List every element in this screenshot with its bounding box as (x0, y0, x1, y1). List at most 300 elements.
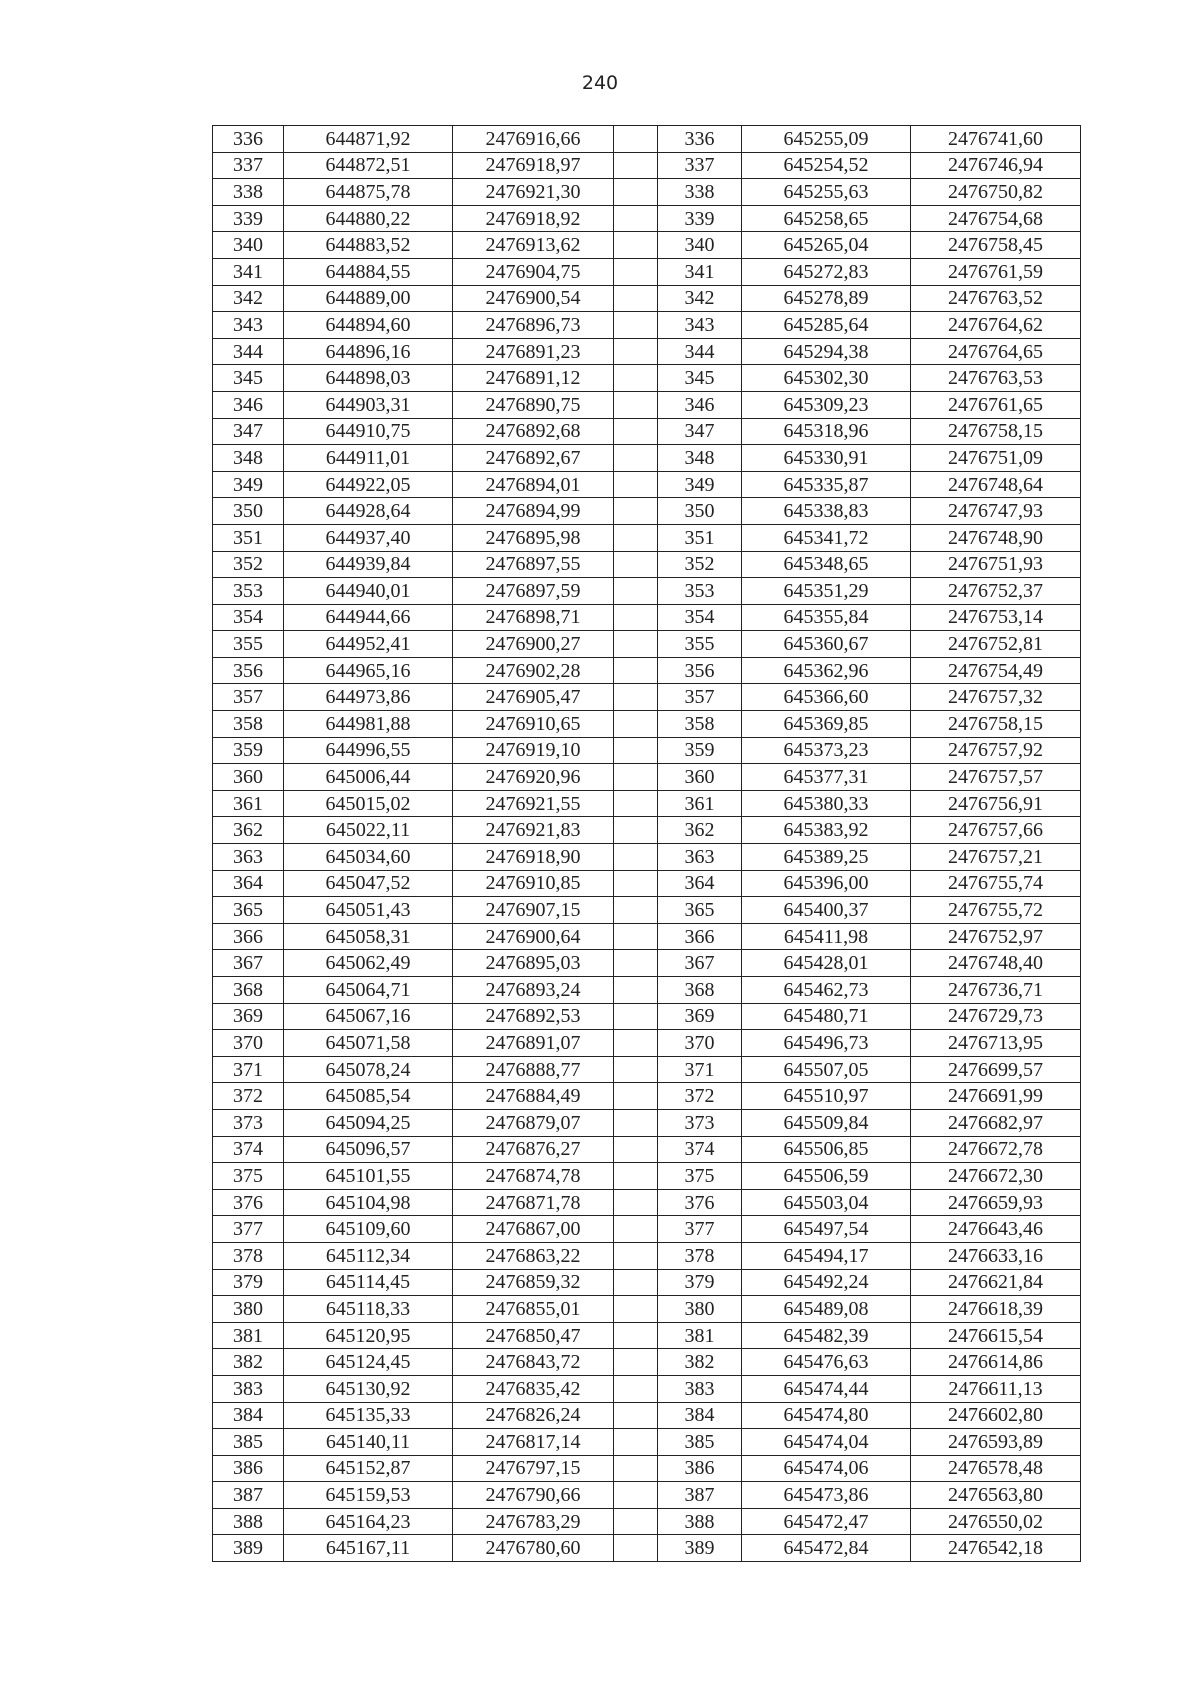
y-coordinate-left: 2476902,28 (453, 657, 614, 684)
y-coordinate-left: 2476918,97 (453, 152, 614, 179)
y-coordinate-left: 2476895,03 (453, 950, 614, 977)
gap-cell (614, 817, 658, 844)
x-coordinate-left: 645062,49 (284, 950, 453, 977)
y-coordinate-left: 2476900,64 (453, 923, 614, 950)
table-row (213, 524, 1081, 551)
point-number-left: 387 (213, 1482, 284, 1509)
x-coordinate-left: 645078,24 (284, 1056, 453, 1083)
x-coordinate-right: 645506,85 (742, 1136, 911, 1163)
x-coordinate-right: 645472,47 (742, 1508, 911, 1535)
gap-cell (614, 764, 658, 791)
y-coordinate-left: 2476921,83 (453, 817, 614, 844)
table-row (213, 1242, 1081, 1269)
gap-cell (614, 870, 658, 897)
point-number-right: 382 (658, 1349, 742, 1376)
y-coordinate-left: 2476913,62 (453, 232, 614, 259)
point-number-left: 371 (213, 1056, 284, 1083)
point-number-right: 352 (658, 551, 742, 578)
point-number-left: 359 (213, 737, 284, 764)
gap-cell (614, 258, 658, 285)
x-coordinate-left: 645159,53 (284, 1482, 453, 1509)
point-number-left: 352 (213, 551, 284, 578)
y-coordinate-left: 2476896,73 (453, 312, 614, 339)
y-coordinate-left: 2476900,27 (453, 631, 614, 658)
x-coordinate-left: 644937,40 (284, 524, 453, 551)
y-coordinate-left: 2476863,22 (453, 1242, 614, 1269)
y-coordinate-left: 2476855,01 (453, 1296, 614, 1323)
x-coordinate-right: 645341,72 (742, 524, 911, 551)
point-number-left: 358 (213, 711, 284, 738)
point-number-right: 356 (658, 657, 742, 684)
gap-cell (614, 737, 658, 764)
point-number-right: 384 (658, 1402, 742, 1429)
x-coordinate-left: 644872,51 (284, 152, 453, 179)
table-row (213, 817, 1081, 844)
x-coordinate-left: 644871,92 (284, 126, 453, 153)
table-row (213, 258, 1081, 285)
x-coordinate-right: 645285,64 (742, 312, 911, 339)
x-coordinate-left: 645094,25 (284, 1109, 453, 1136)
y-coordinate-left: 2476874,78 (453, 1163, 614, 1190)
table-row (213, 285, 1081, 312)
x-coordinate-right: 645389,25 (742, 844, 911, 871)
y-coordinate-left: 2476876,27 (453, 1136, 614, 1163)
y-coordinate-left: 2476892,53 (453, 1003, 614, 1030)
y-coordinate-right: 2476757,92 (911, 737, 1081, 764)
gap-cell (614, 790, 658, 817)
point-number-left: 376 (213, 1189, 284, 1216)
x-coordinate-left: 644898,03 (284, 365, 453, 392)
y-coordinate-right: 2476758,45 (911, 232, 1081, 259)
y-coordinate-right: 2476756,91 (911, 790, 1081, 817)
table-row (213, 1189, 1081, 1216)
point-number-right: 381 (658, 1322, 742, 1349)
point-number-right: 349 (658, 471, 742, 498)
gap-cell (614, 1296, 658, 1323)
x-coordinate-right: 645351,29 (742, 578, 911, 605)
y-coordinate-right: 2476752,37 (911, 578, 1081, 605)
x-coordinate-right: 645330,91 (742, 445, 911, 472)
point-number-right: 361 (658, 790, 742, 817)
point-number-right: 377 (658, 1216, 742, 1243)
x-coordinate-left: 645067,16 (284, 1003, 453, 1030)
y-coordinate-right: 2476672,30 (911, 1163, 1081, 1190)
table-row (213, 631, 1081, 658)
point-number-left: 341 (213, 258, 284, 285)
point-number-left: 377 (213, 1216, 284, 1243)
point-number-right: 365 (658, 897, 742, 924)
x-coordinate-left: 645135,33 (284, 1402, 453, 1429)
x-coordinate-left: 645120,95 (284, 1322, 453, 1349)
y-coordinate-right: 2476672,78 (911, 1136, 1081, 1163)
point-number-right: 380 (658, 1296, 742, 1323)
y-coordinate-right: 2476757,66 (911, 817, 1081, 844)
x-coordinate-right: 645496,73 (742, 1030, 911, 1057)
table-row (213, 551, 1081, 578)
point-number-right: 367 (658, 950, 742, 977)
point-number-left: 367 (213, 950, 284, 977)
x-coordinate-left: 645022,11 (284, 817, 453, 844)
x-coordinate-right: 645373,23 (742, 737, 911, 764)
gap-cell (614, 152, 658, 179)
point-number-left: 375 (213, 1163, 284, 1190)
x-coordinate-right: 645360,67 (742, 631, 911, 658)
point-number-right: 378 (658, 1242, 742, 1269)
point-number-right: 366 (658, 923, 742, 950)
point-number-left: 344 (213, 338, 284, 365)
point-number-right: 385 (658, 1429, 742, 1456)
x-coordinate-left: 644875,78 (284, 179, 453, 206)
gap-cell (614, 1056, 658, 1083)
x-coordinate-right: 645474,06 (742, 1455, 911, 1482)
point-number-left: 338 (213, 179, 284, 206)
y-coordinate-left: 2476780,60 (453, 1535, 614, 1562)
gap-cell (614, 1136, 658, 1163)
table-row (213, 657, 1081, 684)
table-row (213, 1375, 1081, 1402)
point-number-right: 336 (658, 126, 742, 153)
table-row (213, 1083, 1081, 1110)
gap-cell (614, 977, 658, 1004)
gap-cell (614, 844, 658, 871)
x-coordinate-left: 644884,55 (284, 258, 453, 285)
table-row (213, 1030, 1081, 1057)
table-row (213, 1455, 1081, 1482)
point-number-left: 388 (213, 1508, 284, 1535)
gap-cell (614, 657, 658, 684)
x-coordinate-right: 645474,80 (742, 1402, 911, 1429)
table-row (213, 152, 1081, 179)
table-row (213, 1136, 1081, 1163)
y-coordinate-right: 2476618,39 (911, 1296, 1081, 1323)
y-coordinate-right: 2476550,02 (911, 1508, 1081, 1535)
x-coordinate-left: 645167,11 (284, 1535, 453, 1562)
y-coordinate-right: 2476752,81 (911, 631, 1081, 658)
x-coordinate-right: 645254,52 (742, 152, 911, 179)
x-coordinate-left: 645104,98 (284, 1189, 453, 1216)
point-number-right: 338 (658, 179, 742, 206)
y-coordinate-right: 2476764,65 (911, 338, 1081, 365)
x-coordinate-left: 645112,34 (284, 1242, 453, 1269)
x-coordinate-left: 645064,71 (284, 977, 453, 1004)
x-coordinate-left: 645118,33 (284, 1296, 453, 1323)
point-number-right: 354 (658, 604, 742, 631)
x-coordinate-left: 645085,54 (284, 1083, 453, 1110)
point-number-right: 388 (658, 1508, 742, 1535)
point-number-left: 357 (213, 684, 284, 711)
table-row (213, 844, 1081, 871)
y-coordinate-right: 2476752,97 (911, 923, 1081, 950)
y-coordinate-right: 2476758,15 (911, 418, 1081, 445)
x-coordinate-left: 644894,60 (284, 312, 453, 339)
y-coordinate-right: 2476763,53 (911, 365, 1081, 392)
x-coordinate-left: 644965,16 (284, 657, 453, 684)
x-coordinate-left: 644939,84 (284, 551, 453, 578)
point-number-right: 359 (658, 737, 742, 764)
gap-cell (614, 684, 658, 711)
x-coordinate-right: 645473,86 (742, 1482, 911, 1509)
gap-cell (614, 551, 658, 578)
point-number-left: 383 (213, 1375, 284, 1402)
point-number-left: 360 (213, 764, 284, 791)
point-number-left: 381 (213, 1322, 284, 1349)
y-coordinate-left: 2476894,99 (453, 498, 614, 525)
x-coordinate-left: 644940,01 (284, 578, 453, 605)
table-row (213, 471, 1081, 498)
y-coordinate-left: 2476919,10 (453, 737, 614, 764)
point-number-right: 371 (658, 1056, 742, 1083)
y-coordinate-right: 2476643,46 (911, 1216, 1081, 1243)
table-row (213, 977, 1081, 1004)
x-coordinate-left: 645034,60 (284, 844, 453, 871)
y-coordinate-right: 2476754,68 (911, 205, 1081, 232)
point-number-right: 374 (658, 1136, 742, 1163)
x-coordinate-right: 645474,04 (742, 1429, 911, 1456)
y-coordinate-left: 2476859,32 (453, 1269, 614, 1296)
x-coordinate-right: 645474,44 (742, 1375, 911, 1402)
point-number-left: 363 (213, 844, 284, 871)
y-coordinate-left: 2476910,85 (453, 870, 614, 897)
y-coordinate-left: 2476921,55 (453, 790, 614, 817)
table-row (213, 1429, 1081, 1456)
point-number-left: 384 (213, 1402, 284, 1429)
point-number-right: 386 (658, 1455, 742, 1482)
x-coordinate-right: 645258,65 (742, 205, 911, 232)
table-row (213, 1322, 1081, 1349)
x-coordinate-left: 645058,31 (284, 923, 453, 950)
table-row (213, 684, 1081, 711)
point-number-left: 382 (213, 1349, 284, 1376)
y-coordinate-left: 2476907,15 (453, 897, 614, 924)
y-coordinate-right: 2476602,80 (911, 1402, 1081, 1429)
y-coordinate-right: 2476621,84 (911, 1269, 1081, 1296)
y-coordinate-left: 2476867,00 (453, 1216, 614, 1243)
point-number-left: 340 (213, 232, 284, 259)
y-coordinate-right: 2476699,57 (911, 1056, 1081, 1083)
point-number-right: 363 (658, 844, 742, 871)
x-coordinate-left: 644928,64 (284, 498, 453, 525)
x-coordinate-left: 645006,44 (284, 764, 453, 791)
x-coordinate-right: 645400,37 (742, 897, 911, 924)
point-number-left: 380 (213, 1296, 284, 1323)
page-number: 240 (581, 72, 619, 94)
x-coordinate-right: 645255,63 (742, 179, 911, 206)
point-number-right: 360 (658, 764, 742, 791)
x-coordinate-left: 644910,75 (284, 418, 453, 445)
y-coordinate-right: 2476741,60 (911, 126, 1081, 153)
table-row (213, 338, 1081, 365)
x-coordinate-right: 645278,89 (742, 285, 911, 312)
x-coordinate-left: 644883,52 (284, 232, 453, 259)
gap-cell (614, 471, 658, 498)
table-row (213, 445, 1081, 472)
x-coordinate-left: 644944,66 (284, 604, 453, 631)
y-coordinate-right: 2476755,72 (911, 897, 1081, 924)
y-coordinate-left: 2476890,75 (453, 391, 614, 418)
point-number-right: 348 (658, 445, 742, 472)
gap-cell (614, 897, 658, 924)
x-coordinate-left: 644981,88 (284, 711, 453, 738)
x-coordinate-right: 645480,71 (742, 1003, 911, 1030)
table-row (213, 870, 1081, 897)
y-coordinate-left: 2476904,75 (453, 258, 614, 285)
gap-cell (614, 1003, 658, 1030)
x-coordinate-left: 645140,11 (284, 1429, 453, 1456)
point-number-left: 343 (213, 312, 284, 339)
y-coordinate-right: 2476578,48 (911, 1455, 1081, 1482)
y-coordinate-left: 2476835,42 (453, 1375, 614, 1402)
gap-cell (614, 1216, 658, 1243)
y-coordinate-right: 2476633,16 (911, 1242, 1081, 1269)
point-number-left: 365 (213, 897, 284, 924)
y-coordinate-right: 2476757,21 (911, 844, 1081, 871)
point-number-right: 369 (658, 1003, 742, 1030)
gap-cell (614, 338, 658, 365)
y-coordinate-left: 2476891,07 (453, 1030, 614, 1057)
point-number-left: 385 (213, 1429, 284, 1456)
x-coordinate-right: 645476,63 (742, 1349, 911, 1376)
gap-cell (614, 1269, 658, 1296)
y-coordinate-right: 2476761,65 (911, 391, 1081, 418)
gap-cell (614, 578, 658, 605)
y-coordinate-left: 2476871,78 (453, 1189, 614, 1216)
point-number-right: 340 (658, 232, 742, 259)
y-coordinate-right: 2476563,80 (911, 1482, 1081, 1509)
y-coordinate-left: 2476892,67 (453, 445, 614, 472)
x-coordinate-right: 645492,24 (742, 1269, 911, 1296)
x-coordinate-right: 645380,33 (742, 790, 911, 817)
x-coordinate-left: 644996,55 (284, 737, 453, 764)
y-coordinate-right: 2476763,52 (911, 285, 1081, 312)
y-coordinate-left: 2476900,54 (453, 285, 614, 312)
point-number-right: 370 (658, 1030, 742, 1057)
x-coordinate-right: 645503,04 (742, 1189, 911, 1216)
y-coordinate-left: 2476817,14 (453, 1429, 614, 1456)
table-row (213, 232, 1081, 259)
table-row (213, 312, 1081, 339)
point-number-left: 361 (213, 790, 284, 817)
point-number-left: 364 (213, 870, 284, 897)
y-coordinate-right: 2476747,93 (911, 498, 1081, 525)
x-coordinate-left: 644973,86 (284, 684, 453, 711)
y-coordinate-right: 2476758,15 (911, 711, 1081, 738)
x-coordinate-right: 645338,83 (742, 498, 911, 525)
y-coordinate-right: 2476542,18 (911, 1535, 1081, 1562)
y-coordinate-right: 2476757,32 (911, 684, 1081, 711)
x-coordinate-left: 645109,60 (284, 1216, 453, 1243)
y-coordinate-left: 2476797,15 (453, 1455, 614, 1482)
y-coordinate-left: 2476905,47 (453, 684, 614, 711)
y-coordinate-right: 2476729,73 (911, 1003, 1081, 1030)
point-number-right: 358 (658, 711, 742, 738)
point-number-right: 368 (658, 977, 742, 1004)
gap-cell (614, 604, 658, 631)
y-coordinate-left: 2476916,66 (453, 126, 614, 153)
x-coordinate-right: 645411,98 (742, 923, 911, 950)
y-coordinate-left: 2476897,59 (453, 578, 614, 605)
x-coordinate-right: 645428,01 (742, 950, 911, 977)
point-number-left: 355 (213, 631, 284, 658)
point-number-left: 351 (213, 524, 284, 551)
y-coordinate-right: 2476713,95 (911, 1030, 1081, 1057)
point-number-left: 345 (213, 365, 284, 392)
y-coordinate-right: 2476755,74 (911, 870, 1081, 897)
y-coordinate-right: 2476757,57 (911, 764, 1081, 791)
x-coordinate-right: 645383,92 (742, 817, 911, 844)
table-row (213, 365, 1081, 392)
point-number-right: 346 (658, 391, 742, 418)
table-row (213, 950, 1081, 977)
x-coordinate-right: 645355,84 (742, 604, 911, 631)
point-number-left: 368 (213, 977, 284, 1004)
y-coordinate-left: 2476826,24 (453, 1402, 614, 1429)
y-coordinate-right: 2476593,89 (911, 1429, 1081, 1456)
y-coordinate-left: 2476893,24 (453, 977, 614, 1004)
table-row (213, 1349, 1081, 1376)
x-coordinate-right: 645482,39 (742, 1322, 911, 1349)
y-coordinate-left: 2476891,12 (453, 365, 614, 392)
point-number-right: 362 (658, 817, 742, 844)
point-number-left: 370 (213, 1030, 284, 1057)
y-coordinate-left: 2476895,98 (453, 524, 614, 551)
table-row (213, 179, 1081, 206)
y-coordinate-left: 2476920,96 (453, 764, 614, 791)
gap-cell (614, 1535, 658, 1562)
table-row (213, 790, 1081, 817)
x-coordinate-left: 645071,58 (284, 1030, 453, 1057)
table-row (213, 923, 1081, 950)
point-number-left: 372 (213, 1083, 284, 1110)
table-row (213, 1003, 1081, 1030)
x-coordinate-right: 645335,87 (742, 471, 911, 498)
y-coordinate-left: 2476843,72 (453, 1349, 614, 1376)
coordinates-table-body (213, 126, 1081, 1562)
point-number-right: 357 (658, 684, 742, 711)
point-number-left: 337 (213, 152, 284, 179)
x-coordinate-right: 645472,84 (742, 1535, 911, 1562)
point-number-right: 353 (658, 578, 742, 605)
table-row (213, 578, 1081, 605)
point-number-left: 342 (213, 285, 284, 312)
y-coordinate-right: 2476748,40 (911, 950, 1081, 977)
y-coordinate-right: 2476736,71 (911, 977, 1081, 1004)
x-coordinate-right: 645510,97 (742, 1083, 911, 1110)
y-coordinate-right: 2476659,93 (911, 1189, 1081, 1216)
x-coordinate-left: 645096,57 (284, 1136, 453, 1163)
gap-cell (614, 631, 658, 658)
x-coordinate-right: 645366,60 (742, 684, 911, 711)
table-row (213, 1535, 1081, 1562)
x-coordinate-left: 644952,41 (284, 631, 453, 658)
point-number-right: 337 (658, 152, 742, 179)
gap-cell (614, 1083, 658, 1110)
point-number-right: 372 (658, 1083, 742, 1110)
y-coordinate-left: 2476894,01 (453, 471, 614, 498)
gap-cell (614, 445, 658, 472)
y-coordinate-left: 2476879,07 (453, 1109, 614, 1136)
x-coordinate-left: 644922,05 (284, 471, 453, 498)
x-coordinate-left: 644880,22 (284, 205, 453, 232)
y-coordinate-left: 2476921,30 (453, 179, 614, 206)
table-row (213, 1508, 1081, 1535)
point-number-left: 339 (213, 205, 284, 232)
x-coordinate-left: 644889,00 (284, 285, 453, 312)
coordinates-table (212, 125, 1081, 1562)
y-coordinate-left: 2476884,49 (453, 1083, 614, 1110)
table-row (213, 126, 1081, 153)
x-coordinate-left: 644896,16 (284, 338, 453, 365)
gap-cell (614, 205, 658, 232)
